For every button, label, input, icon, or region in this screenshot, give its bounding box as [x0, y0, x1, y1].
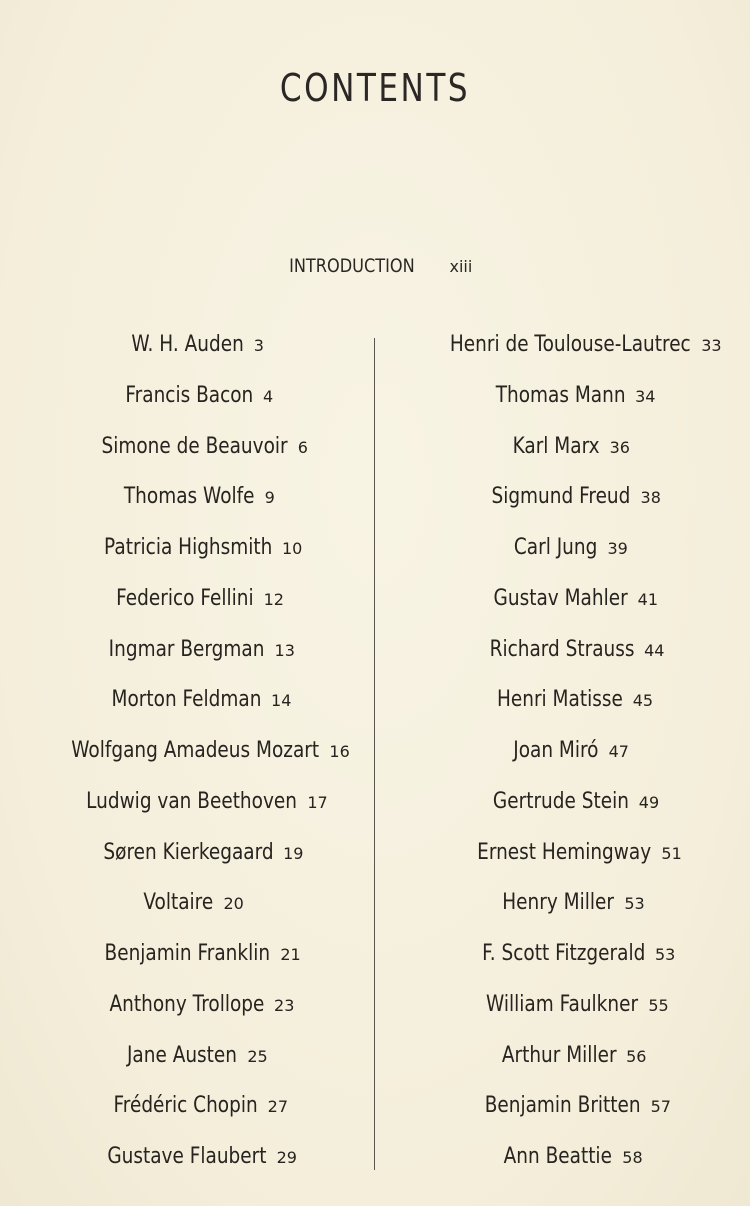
toc-entry — [0, 685, 374, 736]
toc-entry — [0, 330, 374, 381]
entry-page-number: 12 — [263, 589, 284, 609]
entry-page-number: 57 — [650, 1097, 671, 1117]
entry-name: Morton Feldman — [111, 687, 262, 713]
toc-entry — [376, 1142, 750, 1193]
entry-name: Federico Fellini — [116, 585, 254, 611]
entry-name: Joan Miró — [513, 738, 599, 763]
entry-name: Benjamin Britten — [484, 1093, 641, 1119]
entry-name: Frédéric Chopin — [113, 1093, 258, 1119]
entry-name: Sigmund Freud — [491, 484, 631, 510]
toc-entry — [0, 838, 374, 889]
entry-page-number: 53 — [654, 945, 676, 964]
entry-name: Anthony Trollope — [109, 991, 265, 1017]
entry-name: Henry Miller — [502, 890, 615, 916]
toc-entry — [0, 482, 374, 533]
entry-page-number: 3 — [253, 336, 264, 355]
toc-entry — [376, 888, 750, 939]
entry-page-number: 44 — [644, 640, 665, 660]
entry-page-number: 6 — [297, 437, 308, 457]
entry-page-number: 33 — [701, 336, 722, 355]
entry-page-number: 9 — [264, 488, 275, 508]
entry-page-number: 38 — [640, 488, 661, 508]
entry-name: Francis Bacon — [125, 382, 254, 408]
entry-page-number: 53 — [624, 894, 645, 914]
entry-page-number: 56 — [626, 1046, 647, 1066]
toc-entry — [0, 888, 374, 939]
toc-entry — [0, 584, 374, 635]
entry-name: Ludwig van Beethoven — [86, 788, 298, 814]
toc-entry — [0, 381, 374, 432]
introduction-entry — [0, 255, 750, 277]
entry-name: Carl Jung — [514, 535, 598, 560]
entry-name: William Faulkner — [486, 991, 639, 1017]
entry-page-number: 16 — [329, 742, 350, 761]
entry-page-number: 19 — [283, 843, 304, 863]
entry-name: Arthur Miller — [501, 1042, 617, 1068]
entry-page-number: 17 — [307, 792, 328, 812]
toc-entry — [0, 990, 374, 1041]
toc-entry — [0, 432, 374, 483]
entry-name: Gertrude Stein — [492, 788, 629, 814]
entry-name: Ernest Hemingway — [477, 839, 652, 865]
entry-page-number: 14 — [271, 691, 292, 711]
introduction-label: INTRODUCTION — [288, 255, 415, 277]
toc-entry — [0, 1091, 374, 1142]
toc-entry — [376, 533, 750, 584]
page-title: CONTENTS — [279, 66, 471, 110]
toc-entry — [376, 635, 750, 686]
toc-entry — [0, 1142, 374, 1193]
toc-entry — [376, 432, 750, 483]
toc-entry — [0, 1041, 374, 1092]
entry-page-number: 51 — [661, 843, 682, 863]
entry-page-number: 36 — [609, 437, 630, 457]
toc-entry — [0, 635, 374, 686]
entry-page-number: 29 — [276, 1148, 297, 1167]
entry-name: W. H. Auden — [131, 332, 244, 357]
entry-name: Thomas Mann — [495, 382, 626, 408]
toc-entry — [376, 381, 750, 432]
entry-page-number: 47 — [608, 742, 629, 761]
toc-entry — [376, 1041, 750, 1092]
column-divider — [374, 338, 375, 1170]
toc-entry — [376, 685, 750, 736]
entry-page-number: 34 — [635, 386, 656, 406]
toc-entry — [0, 533, 374, 584]
entry-name: Henri de Toulouse-Lautrec — [450, 332, 692, 357]
entry-name: Patricia Highsmith — [103, 535, 272, 560]
entry-page-number: 10 — [282, 539, 303, 558]
entry-name: Karl Marx — [512, 433, 600, 459]
entry-name: Thomas Wolfe — [124, 484, 255, 510]
entry-name: Ann Beattie — [503, 1144, 613, 1169]
entry-page-number: 21 — [280, 945, 301, 964]
entry-name: Wolfgang Amadeus Mozart — [71, 738, 320, 763]
entry-page-number: 13 — [274, 640, 295, 660]
entry-page-number: 49 — [638, 792, 660, 812]
toc-entry — [376, 787, 750, 838]
entry-page-number: 25 — [247, 1046, 268, 1066]
entry-page-number: 20 — [223, 894, 244, 914]
introduction-page: xiii — [449, 257, 473, 276]
entry-name: Gustave Flaubert — [107, 1144, 267, 1169]
toc-entry — [0, 787, 374, 838]
toc-entry — [376, 736, 750, 787]
entry-name: Richard Strauss — [489, 636, 635, 662]
entry-name: Søren Kierkegaard — [102, 839, 274, 865]
toc-entry — [376, 838, 750, 889]
toc-entry — [0, 736, 374, 787]
entry-name: Henri Matisse — [496, 687, 623, 713]
toc-entry — [376, 482, 750, 533]
entry-page-number: 41 — [637, 589, 659, 609]
right-column — [376, 330, 750, 1193]
entry-name: F. Scott Fitzgerald — [481, 941, 645, 966]
entry-name: Voltaire — [143, 890, 214, 916]
entry-page-number: 4 — [263, 386, 274, 406]
entry-name: Jane Austen — [127, 1042, 238, 1068]
toc-entry — [376, 330, 750, 381]
toc-entry — [376, 1091, 750, 1142]
toc-entry — [0, 939, 374, 990]
entry-name: Benjamin Franklin — [104, 941, 271, 966]
entry-page-number: 27 — [267, 1097, 289, 1117]
entry-name: Gustav Mahler — [493, 585, 628, 611]
toc-entry — [376, 990, 750, 1041]
toc-entry — [376, 939, 750, 990]
entry-name: Ingmar Bergman — [108, 636, 265, 662]
entry-page-number: 55 — [648, 995, 669, 1015]
entry-page-number: 58 — [622, 1148, 643, 1167]
left-column — [0, 330, 374, 1193]
entry-page-number: 45 — [632, 691, 654, 711]
toc-entry — [376, 584, 750, 635]
entry-page-number: 39 — [607, 539, 628, 558]
entry-page-number: 23 — [274, 995, 295, 1015]
entry-name: Simone de Beauvoir — [101, 433, 288, 459]
